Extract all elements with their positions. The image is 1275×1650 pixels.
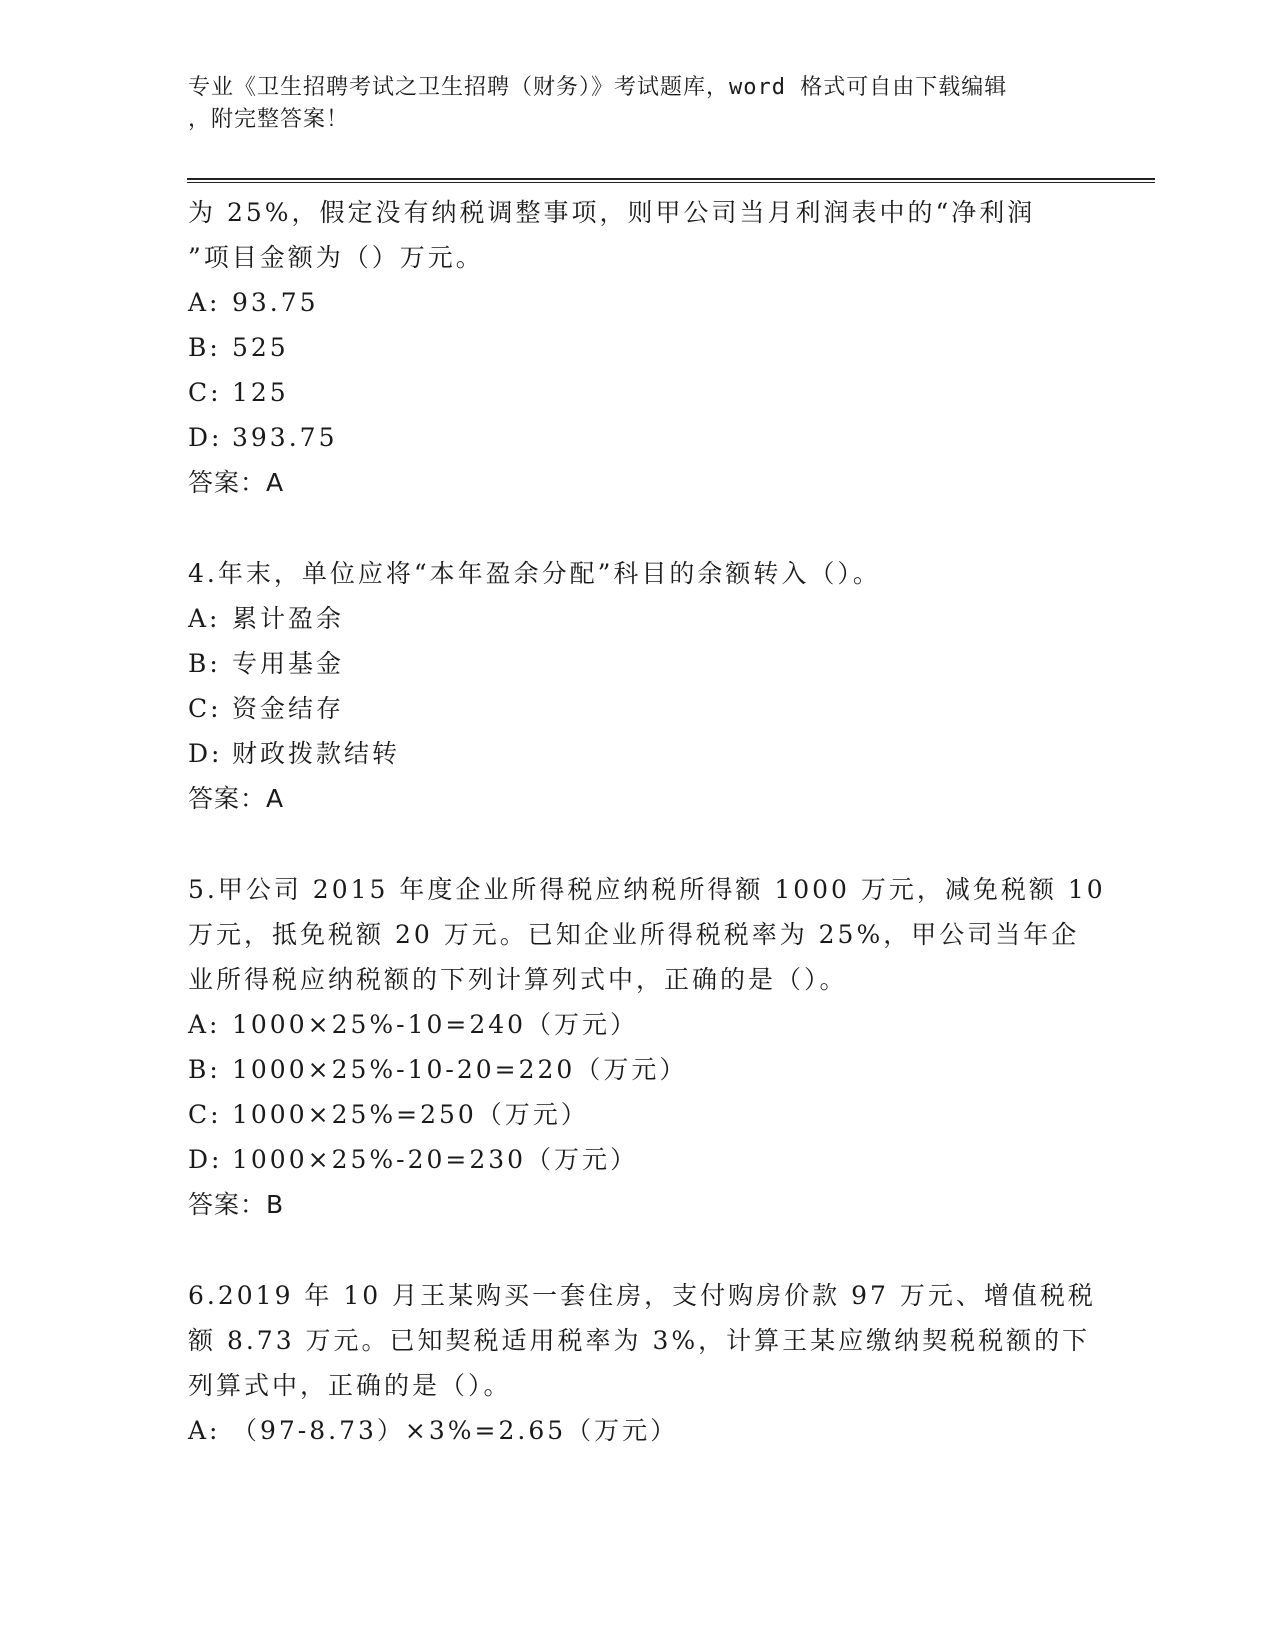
option-label: A: [188,604,221,633]
answer-line: 答案：B [188,1190,285,1219]
question-stem-line: ”项目金额为（）万元。 [188,243,484,272]
option-text: 1000×25%-20=230（万元） [232,1145,639,1174]
option-text: 财政拨款结转 [232,739,401,768]
question-stem-line: 为 25%，假定没有纳税调整事项，则甲公司当月利润表中的“净利润 [188,198,1036,227]
option-d [188,415,1088,460]
answer-line: 答案：A [188,468,285,497]
question-6 [188,1273,1096,1453]
option-a [188,1408,1088,1453]
option-text: 累计盈余 [232,604,345,633]
option-d [188,1137,1088,1182]
option-a [188,280,1088,325]
option-label: D: [188,739,223,768]
option-text: 1000×25%=250（万元） [232,1100,589,1129]
option-text: 393.75 [232,423,338,452]
header-line-2: ，附完整答案！ [188,107,350,132]
option-d [188,731,1088,776]
option-b [188,641,1088,686]
question-stem-line: 列算式中，正确的是（）。 [188,1371,512,1400]
question-stem-line: 4.年末，单位应将“本年盈余分配”科目的余额转入（）。 [188,559,881,588]
option-text: 93.75 [232,288,319,317]
header-divider [187,178,1155,183]
option-a [188,1002,1088,1047]
option-label: A: [188,288,221,317]
question-stem-line: 业所得税应纳税额的下列计算列式中，正确的是（）。 [188,965,848,994]
spacer [188,1227,1088,1273]
question-stem-line: 6.2019 年 10 月王某购买一套住房，支付购房价款 97 万元、增值税税 [188,1281,1096,1310]
option-text: 资金结存 [232,694,345,723]
option-text: 1000×25%-10=240（万元） [232,1010,639,1039]
question-3 [188,190,1088,505]
option-label: A: [188,1416,221,1445]
option-text: 专用基金 [232,649,345,678]
option-text: 125 [232,378,289,407]
option-text: 1000×25%-10-20=220（万元） [232,1055,688,1084]
option-text: 525 [232,333,289,362]
option-c [188,370,1088,415]
option-label: D: [188,423,223,452]
spacer [188,821,1088,867]
option-text: （97-8.73）×3%=2.65（万元） [232,1416,679,1445]
option-c [188,686,1088,731]
page-header [188,72,1088,136]
option-label: D: [188,1145,223,1174]
question-4 [188,551,1088,821]
question-stem-line: 万元，抵免税额 20 万元。已知企业所得税税率为 25%，甲公司当年企 [188,920,1080,949]
option-label: C: [188,1100,222,1129]
question-stem-line: 额 8.73 万元。已知契税适用税率为 3%，计算王某应缴纳契税税额的下 [188,1326,1091,1355]
question-stem-line: 5.甲公司 2015 年度企业所得税应纳税所得额 1000 万元，减免税额 10 [188,875,1106,904]
option-c [188,1092,1088,1137]
option-label: B: [188,1055,221,1084]
option-label: B: [188,333,221,362]
question-list [188,190,1106,1453]
option-b [188,1047,1088,1092]
question-5 [188,867,1106,1227]
option-label: C: [188,694,222,723]
option-label: C: [188,378,222,407]
option-a [188,596,1088,641]
spacer [188,505,1088,551]
header-line-1: 专业《卫生招聘考试之卫生招聘（财务）》考试题库，word 格式可自由下载编辑 [188,75,1008,100]
answer-line: 答案：A [188,784,285,813]
option-b [188,325,1088,370]
option-label: B: [188,649,221,678]
option-label: A: [188,1010,221,1039]
